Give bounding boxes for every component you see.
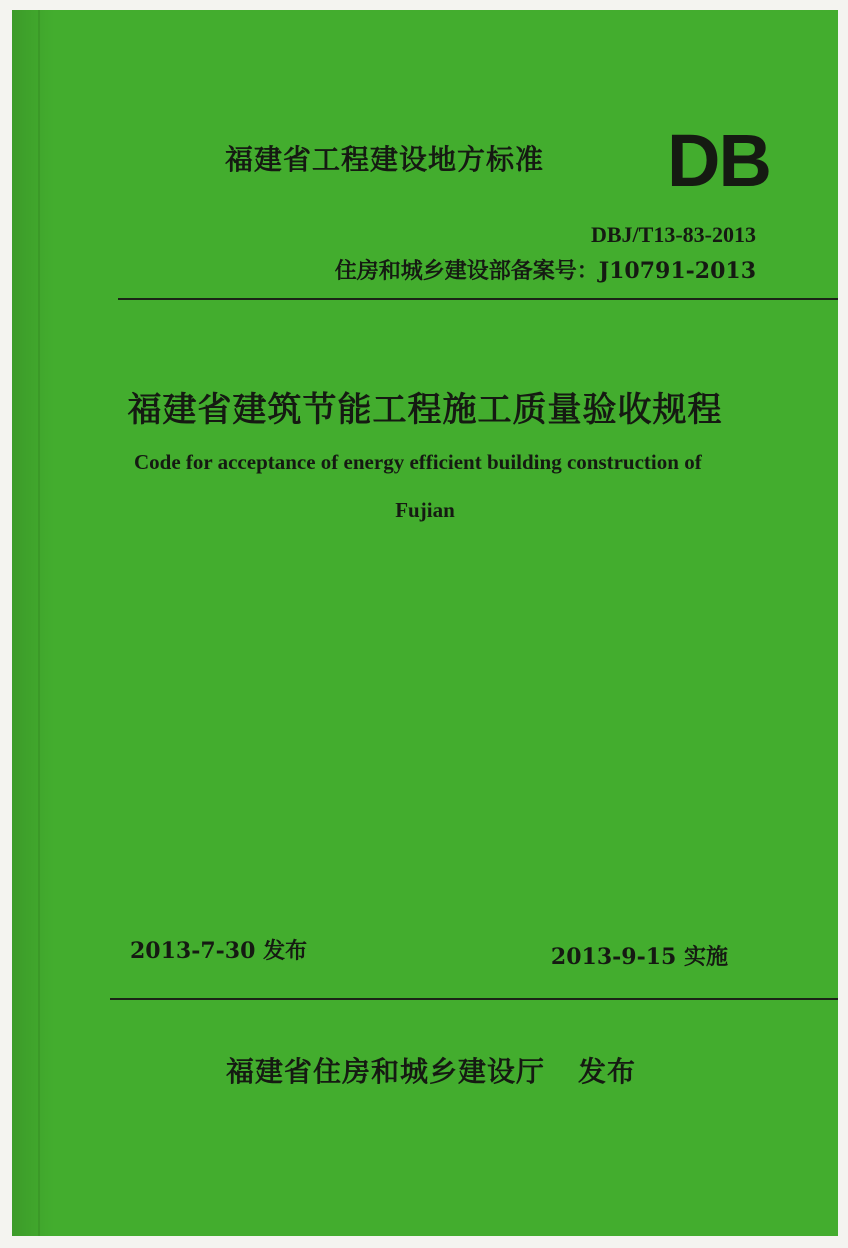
document-cover <box>12 10 838 1236</box>
document-title-english-line1: Code for acceptance of energy efficient building construction of <box>134 450 702 474</box>
document-title-english-line2: Fujian <box>395 498 455 522</box>
record-number: 住房和城乡建设部备案号：J10791-2013 <box>334 258 756 284</box>
standard-code: DBJ/T13-83-2013 <box>591 222 756 247</box>
bottom-divider <box>110 998 838 1000</box>
issue-date: 2013-7-30 发布 <box>130 938 308 964</box>
document-title-chinese: 福建省建筑节能工程施工质量验收规程 <box>127 390 723 430</box>
implementation-date: 2013-9-15 实施 <box>550 944 728 970</box>
publish-label: 发布 <box>578 1055 637 1088</box>
db-mark: DB <box>667 119 770 202</box>
standard-type-label: 福建省工程建设地方标准 <box>225 143 545 176</box>
top-divider <box>118 298 838 300</box>
publisher-name: 福建省住房和城乡建设厅 <box>226 1055 546 1088</box>
